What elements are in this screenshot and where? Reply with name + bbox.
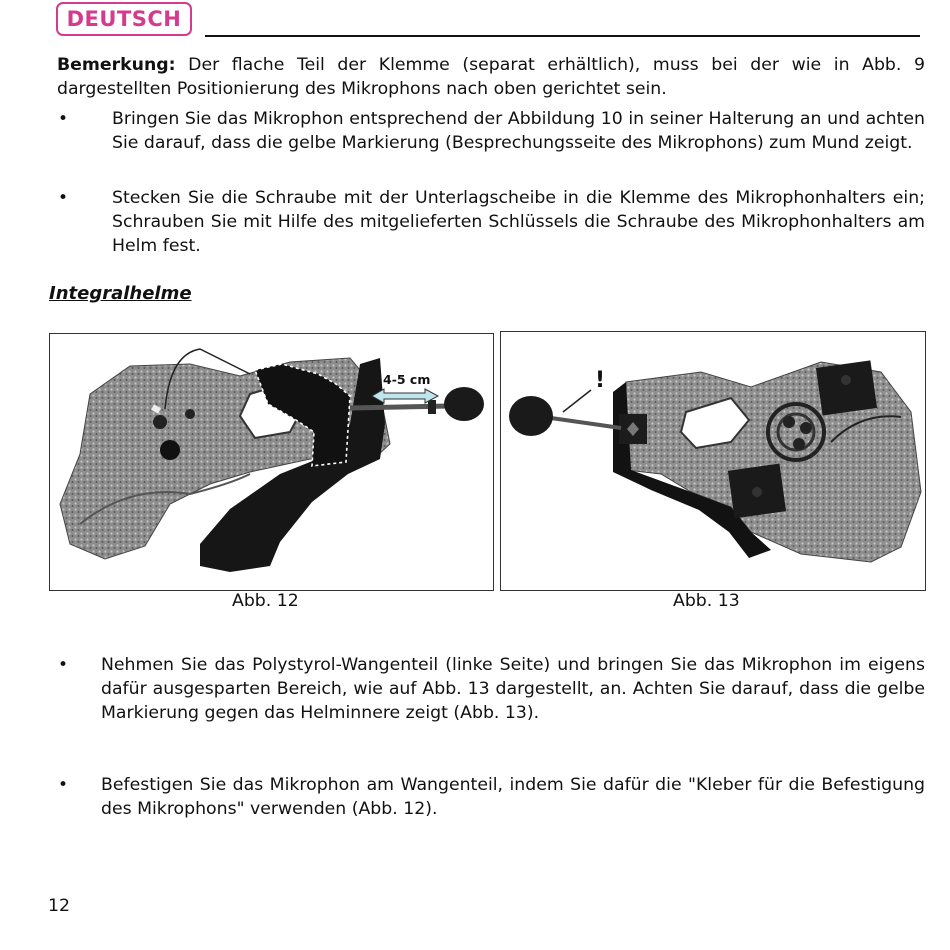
bullet-marker: • (58, 775, 69, 795)
helmet-cheekpad-photo-right (501, 332, 925, 590)
measurement-label: 4-5 cm (383, 372, 431, 387)
bullet-bottom-1: Nehmen Sie das Polystyrol-Wangenteil (linke Seite) und bringen Sie das Mikrophon im eigens dafür ausgesparten Bereich, wie auf Abb. 13 dargestellt, an. Achten Sie darauf, dass die gelbe Markierung gegen das Helminnere zeigt (Abb. 13). (101, 655, 925, 723)
figure-13-caption: Abb. 13 (673, 591, 740, 611)
section-title: Integralhelme (49, 283, 192, 304)
bullet-marker: • (58, 188, 69, 208)
page-number: 12 (48, 896, 70, 916)
note-label: Bemerkung: (57, 55, 176, 75)
note-text: Der flache Teil der Klemme (separat erhältlich), muss bei der wie in Abb. 9 dargestellten Positionierung des Mikrophons nach oben gerichtet sein. (57, 55, 925, 99)
attention-mark: ! (595, 368, 606, 393)
figure-12-caption: Abb. 12 (232, 591, 299, 611)
language-badge (56, 2, 192, 36)
bullet-bottom-2: Befestigen Sie das Mikrophon am Wangenteil, indem Sie dafür die "Kleber für die Befestigung des Mikrophons" verwenden (Abb. 12). (101, 775, 925, 819)
header-rule (205, 35, 920, 37)
bullet-top-1: Bringen Sie das Mikrophon entsprechend der Abbildung 10 in seiner Halterung an und achten Sie darauf, dass die gelbe Markierung (Besprechungsseite des Mikrophons) zum Mund zeigt. (112, 109, 925, 153)
bullet-top-2: Stecken Sie die Schraube mit der Unterlagscheibe in die Klemme des Mikrophonhalters ein; Schrauben Sie mit Hilfe des mitgelieferten Schlüssels die Schraube des Mikrophonhalters am Helm fest. (112, 188, 925, 256)
language-badge-label: DEUTSCH (66, 7, 182, 31)
note-paragraph (57, 53, 925, 101)
figure-13 (500, 331, 926, 591)
bullet-marker: • (58, 109, 69, 129)
figure-12 (49, 333, 494, 591)
bullet-marker: • (58, 655, 69, 675)
